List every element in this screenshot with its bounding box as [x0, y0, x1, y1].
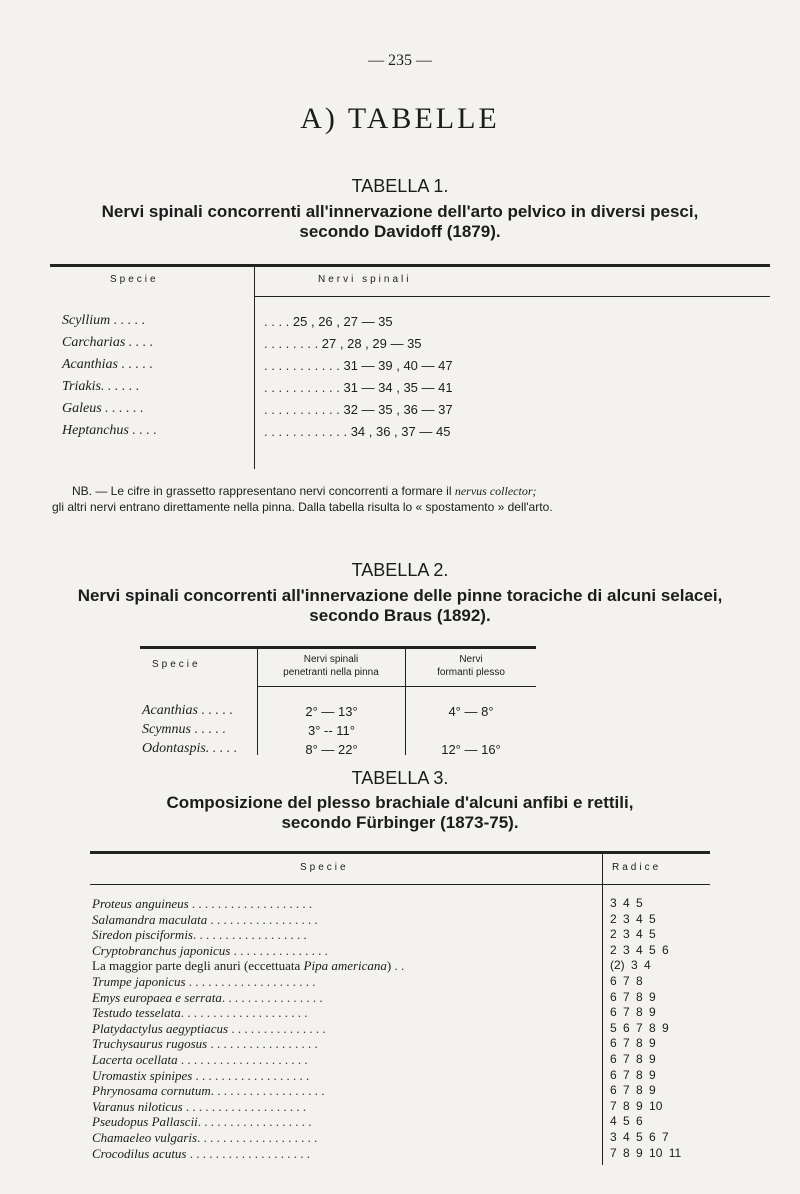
- species-name: La maggior parte degli anuri (eccettuata Pipa americana): [92, 958, 392, 974]
- leader-dots: . . . .: [264, 314, 293, 329]
- tabella3-radice: 3 4 5: [610, 896, 643, 910]
- leader-dots: . . . . . . . . . . . . . . . . . .: [192, 1067, 310, 1083]
- tabella3-column-divider: [602, 853, 603, 1165]
- nerve-values: 34 , 36 , 37 — 45: [350, 424, 451, 439]
- species-name: Carcharias: [62, 335, 126, 350]
- species-name: Acanthias: [62, 357, 118, 372]
- leader-dots: . . . . . . . . . . . . . . . .: [221, 989, 323, 1005]
- tabella1-note: [52, 483, 772, 515]
- tabella1-note-prefix: NB. — Le cifre in grassetto rappresentano nervi concorrenti a formare il: [72, 484, 452, 498]
- leader-dots: . . . . . . . . . . .: [264, 358, 344, 373]
- tabella3-radice: 6 7 8 9: [610, 989, 656, 1004]
- tabella3-row-species: [92, 1114, 312, 1130]
- tabella2-row-species: [142, 741, 237, 757]
- tabella3-header-radice: Radice: [612, 862, 662, 873]
- leader-dots: . . . . . . . . . . . . . . . . . . . .: [185, 974, 316, 989]
- tabella3-row-species: [92, 990, 323, 1006]
- tabella2-divider-1: [257, 648, 258, 755]
- nerve-values: 25 , 26 , 27 — 35: [292, 314, 393, 329]
- tabella2-top-rule: [140, 646, 536, 649]
- leader-dots: . . . . . .: [100, 379, 140, 394]
- leader-dots: . . . . . . . .: [264, 336, 322, 351]
- tabella3-top-rule: [90, 851, 710, 854]
- species-name: Heptanchus: [62, 423, 129, 438]
- tabella3-row-species: [92, 927, 307, 943]
- tabella3-caption: [0, 793, 800, 833]
- tabella3-radice: 7 8 9 10: [610, 1098, 663, 1113]
- tabella3-caption-line1: Composizione del plesso brachiale d'alcuni anfibi e rettili,: [166, 793, 634, 812]
- tabella1-row-value: [264, 424, 450, 439]
- tabella2-row-species: [142, 722, 226, 738]
- leader-dots: . . . .: [128, 423, 157, 438]
- tabella3-radice: 7 8 9 10 11: [610, 1145, 682, 1160]
- tabella3-row-species: [92, 1068, 309, 1084]
- leader-dots: . . . . . . . . . . . . . . .: [228, 1020, 326, 1036]
- tabella3-radice: 6 7 8 9: [610, 1052, 656, 1066]
- tabella2-plesso: 4° — 8°: [448, 704, 494, 719]
- tabella3-radice: 2 3 4 5: [610, 927, 656, 942]
- leader-dots: . . . . .: [118, 357, 153, 372]
- tabella2-header-col2-line2: penetranti nella pinna: [283, 667, 379, 678]
- tabella3-row-species: [92, 1083, 325, 1099]
- leader-dots: . . . . . . . . . . .: [264, 380, 344, 395]
- species-name: Emys europaea e serrata: [92, 989, 222, 1005]
- species-name: Testudo tesselata: [92, 1005, 181, 1021]
- leader-dots: . . . . .: [198, 703, 233, 718]
- species-name: Galeus: [62, 401, 102, 416]
- tabella3-row-species: [92, 943, 328, 959]
- species-name: Phrynosama cornutum: [92, 1083, 211, 1099]
- tabella2-header-species: Specie: [152, 659, 201, 670]
- tabella2-row-species: [142, 703, 233, 719]
- tabella1-row-species: [62, 401, 144, 417]
- species-name: Truchysaurus rugosus: [92, 1036, 208, 1052]
- leader-dots: . . . .: [209, 741, 238, 756]
- page-number: — 235 —: [368, 52, 432, 69]
- tabella3-radice: 3 4 5 6 7: [610, 1130, 669, 1144]
- tabella1-row-value: [264, 380, 453, 395]
- nerve-values: 31 — 39 , 40 — 47: [343, 358, 453, 373]
- tabella2-label: TABELLA 2.: [351, 560, 449, 580]
- tabella3-row-species: [92, 1036, 318, 1052]
- tabella2-caption-line2: secondo Braus (1892).: [309, 606, 491, 625]
- tabella3-radice: 6 7 8: [610, 974, 643, 988]
- species-name: Cryptobranchus japonicus: [92, 942, 231, 958]
- tabella3-row-species: [92, 1146, 310, 1162]
- tabella1-row-species: [62, 313, 145, 329]
- tabella2-header-col3-line2: formanti plesso: [437, 667, 505, 678]
- leader-dots: . . . . . . . . . . . . . . . . . . .: [197, 1130, 318, 1145]
- nerve-values: 27 , 28 , 29 — 35: [321, 336, 422, 351]
- tabella3-radice: 2 3 4 5: [610, 911, 656, 926]
- leader-dots: . . . . . . . . . . . . . . . . . .: [210, 1083, 325, 1099]
- tabella1-row-species: [62, 423, 157, 439]
- tabella2-plesso: 12° — 16°: [441, 742, 501, 757]
- tabella3-row-species: [92, 974, 316, 990]
- tabella3-radice: 2 3 4 5 6: [610, 942, 669, 957]
- tabella1-row-value: [264, 358, 453, 373]
- species-name: Salamandra maculata: [92, 911, 208, 927]
- tabella1-note-line2: gli altri nervi entrano direttamente nella pinna. Dalla tabella risulta lo « spostamento » dell'arto.: [52, 500, 553, 514]
- tabella2-header-rule: [257, 686, 536, 687]
- tabella3-radice: 6 7 8 9: [610, 1005, 656, 1020]
- tabella3-radice: 6 7 8 9: [610, 1036, 656, 1051]
- leader-dots: . . . . . . . . . . . . . . . . .: [207, 1036, 318, 1052]
- tabella3-caption-line2: secondo Fürbinger (1873-75).: [281, 813, 519, 832]
- tabella3-label: TABELLA 3.: [351, 768, 449, 788]
- tabella3-row-species: [92, 1005, 307, 1021]
- tabella3-row-species: [92, 958, 404, 974]
- tabella2-penetranti: 8° — 22°: [305, 742, 358, 757]
- leader-dots: . . . . .: [110, 313, 146, 328]
- tabella3-row-species: [92, 1099, 306, 1115]
- tabella3-radice: (2) 3 4: [610, 958, 651, 973]
- tabella1-label: TABELLA 1.: [351, 176, 449, 196]
- tabella3-row-species: [92, 1130, 317, 1146]
- leader-dots: . . . . . .: [101, 401, 144, 416]
- tabella1-row-species: [62, 357, 153, 373]
- tabella2-caption-line1: Nervi spinali concorrenti all'innervazione delle pinne toraciche di alcuni selacei,: [77, 586, 723, 605]
- tabella3-radice: 4 5 6: [610, 1114, 643, 1129]
- tabella2-header-col3-line1: Nervi: [459, 654, 483, 665]
- species-name: Varanus niloticus: [92, 1098, 183, 1114]
- nerve-values: 31 — 34 , 35 — 41: [343, 380, 453, 395]
- leader-dots: . . . . . . . . . . .: [264, 402, 344, 417]
- italic-species-name: Pipa americana: [303, 958, 387, 974]
- tabella3-row-species: [92, 896, 312, 912]
- tabella1-top-rule: [50, 264, 770, 267]
- tabella1-row-species: [62, 379, 139, 395]
- species-name: Lacerta ocellata: [92, 1052, 178, 1067]
- tabella2-header-col3: [406, 653, 536, 679]
- tabella1-row-value: [264, 336, 422, 351]
- leader-dots: . . . . . . . . . . . . . . . . .: [207, 911, 318, 927]
- species-name: Scymnus: [142, 722, 191, 737]
- tabella2-penetranti: 2° — 13°: [305, 704, 358, 719]
- tabella3-radice: 6 7 8 9: [610, 1083, 656, 1098]
- tabella1-caption: [0, 202, 800, 242]
- tabella1-note-italic: nervus collector;: [454, 484, 537, 498]
- species-name: Siredon pisciformis: [92, 927, 193, 943]
- tabella1-caption-line1: Nervi spinali concorrenti all'innervazione dell'arto pelvico in diversi pesci,: [101, 202, 699, 221]
- species-name: Uromastix spinipes: [92, 1067, 193, 1083]
- tabella1-caption-line2: secondo Davidoff (1879).: [299, 222, 501, 241]
- species-name: Triakis: [62, 379, 101, 394]
- tabella1-header-species: Specie: [110, 274, 159, 285]
- species-name: Odontaspis.: [142, 741, 210, 756]
- species-name: Pseudopus Pallascii: [92, 1114, 198, 1130]
- tabella2-penetranti: 3° -- 11°: [307, 723, 355, 738]
- tabella1-header-nerves: Nervi spinali: [318, 274, 412, 285]
- tabella3-radice: 6 7 8 9: [610, 1067, 656, 1082]
- leader-dots: . . . . . . . . . . . . . . . . . . . .: [177, 1052, 308, 1067]
- tabella3-row-species: [92, 1021, 326, 1037]
- species-name: Crocodilus acutus: [92, 1145, 187, 1161]
- tabella1-row-value: [264, 314, 393, 329]
- leader-dots: . . . . . . . . . . . . . . .: [230, 942, 328, 958]
- tabella1-row-species: [62, 335, 153, 351]
- tabella2-divider-2: [405, 648, 406, 755]
- leader-dots: . . . . . . . . . . . . . . . . . . .: [188, 896, 313, 911]
- main-title: A) TABELLE: [300, 102, 500, 135]
- leader-dots: . .: [391, 958, 405, 974]
- tabella3-radice: 5 6 7 8 9: [610, 1020, 669, 1035]
- tabella3-row-species: [92, 1052, 308, 1068]
- tabella3-header-rule: [90, 884, 710, 885]
- leader-dots: . . . . . . . . . . . . . . . . . . .: [186, 1145, 310, 1161]
- tabella1-header-rule: [254, 296, 770, 297]
- leader-dots: . . . . .: [191, 722, 226, 737]
- species-name: Trumpe japonicus: [92, 974, 186, 989]
- tabella3-row-species: [92, 912, 318, 928]
- tabella3-header-species: Specie: [300, 862, 349, 873]
- leader-dots: . . . . . . . . . . . . . . . . . . .: [182, 1098, 307, 1114]
- species-name: Acanthias: [142, 703, 198, 718]
- species-name: Scyllium: [62, 313, 111, 328]
- nerve-values: 32 — 35 , 36 — 37: [343, 402, 453, 417]
- species-name: Chamaeleo vulgaris: [92, 1130, 198, 1145]
- tabella2-caption: [0, 586, 800, 626]
- species-name: Proteus anguineus: [92, 896, 189, 911]
- leader-dots: . . . . . . . . . . . . . . . . . . . .: [180, 1005, 308, 1021]
- tabella2-header-col2: [258, 653, 404, 679]
- leader-dots: . . . . . . . . . . . . . . . . . .: [193, 927, 307, 943]
- leader-dots: . . . . . . . . . . . .: [264, 424, 351, 439]
- tabella2-header-col2-line1: Nervi spinali: [303, 654, 359, 665]
- tabella1-row-value: [264, 402, 453, 417]
- leader-dots: . . . . . . . . . . . . . . . . . .: [197, 1114, 312, 1130]
- leader-dots: . . . .: [125, 335, 154, 350]
- species-name: Platydactylus aegyptiacus: [92, 1020, 229, 1036]
